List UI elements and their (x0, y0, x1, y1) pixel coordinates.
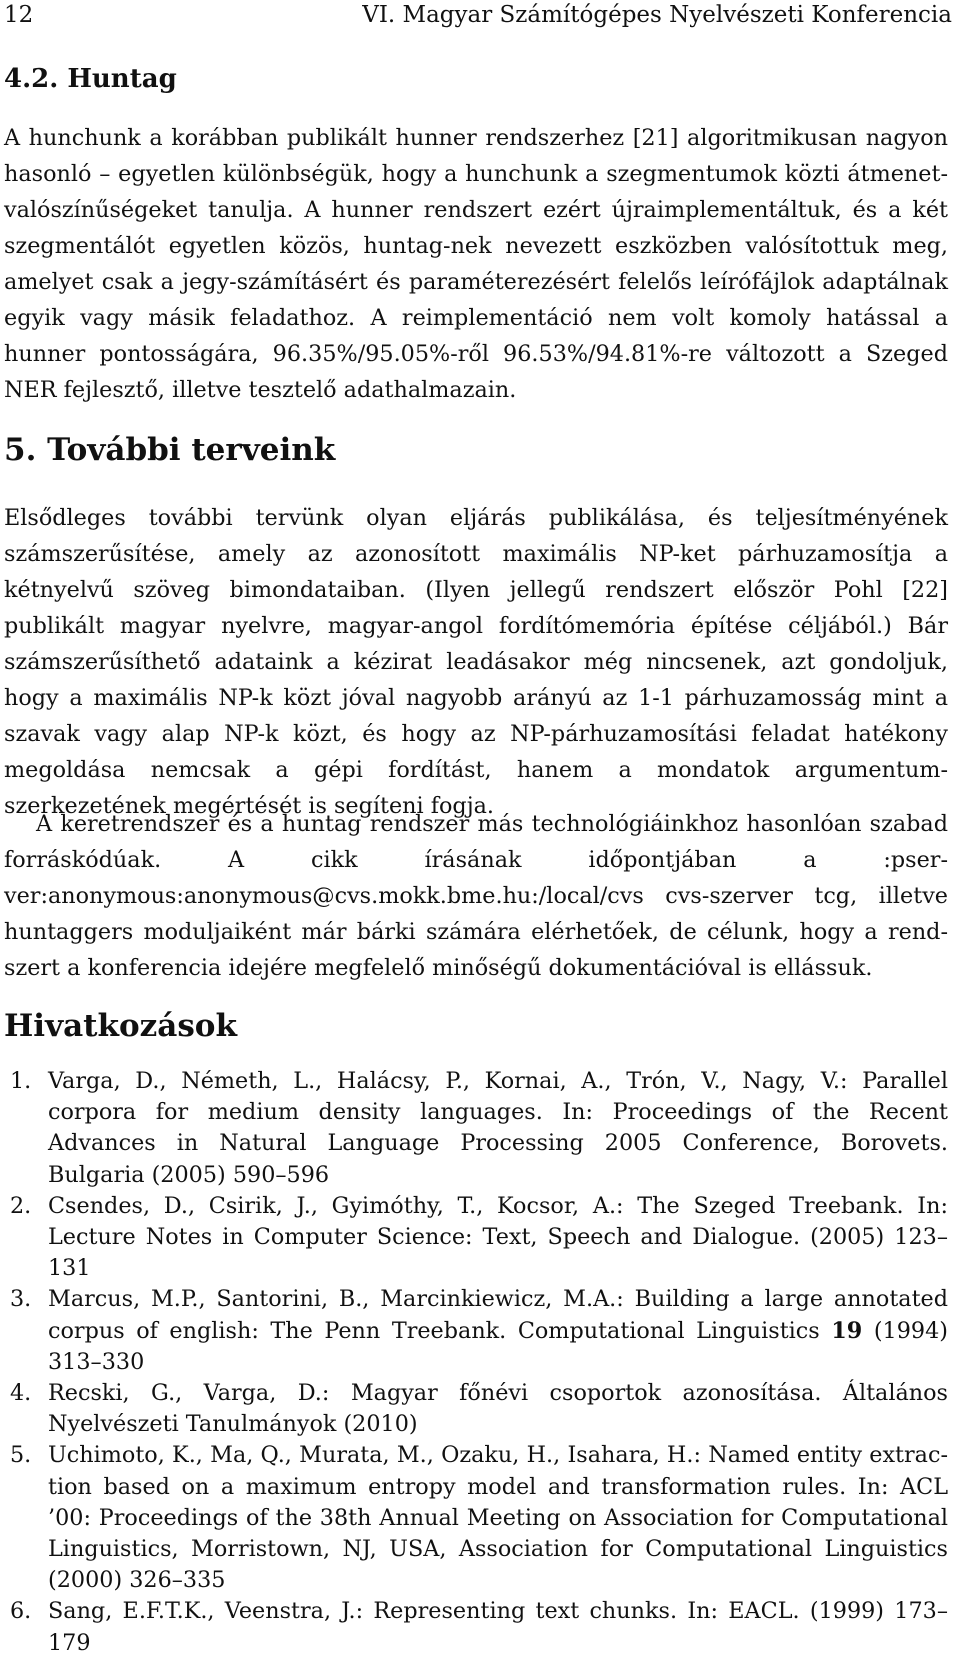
reference-item (4, 1596, 948, 1658)
reference-number: 5. (10, 1442, 32, 1469)
reference-number: 1. (10, 1068, 32, 1094)
paragraph-huntag: A hunchunk a korábban publikált hunner rendszerhez [21] algoritmikusan nagyon hasonló – egyetlen különbségük, hogy a hunchunk a szegmentumok közti átmenet-valószínűségeket tanulja. A hunner rendszert ezért újraimplementáltuk, és a két szegmentálót egyetlen közös, huntag-nek nevezett eszközben valósítottuk meg, amelyet csak a jegy-számításért és paraméterezésért felelős leírófájlok adaptálnak egyik vagy másik feladathoz. A reimplementáció nem volt komoly hatással a hunner pontosságára, 96.35%/95.05%-ről 96.53%/94.81%-re változott a Szeged NER fejlesztő, illetve tesztelő adathalmazain. (4, 125, 948, 403)
section-title-references: Hivatkozások (4, 1008, 237, 1044)
page-number: 12 (4, 2, 34, 28)
reference-number: 3. (10, 1286, 32, 1313)
reference-text: Marcus, M.P., Santorini, B., Marcinkiewicz, M.A.: Building a large annotated corpus of english: The Penn Treebank. Computational Linguistics (48, 1286, 948, 1344)
reference-item (4, 1440, 948, 1596)
running-title: VI. Magyar Számítógépes Nyelvészeti Konferencia (362, 2, 952, 28)
reference-text: Uchimoto, K., Ma, Q., Murata, M., Ozaku, H., Isahara, H.: Named entity extraction based on a maximum entropy model and transformation rules. In: ACL ’00: Proceedings of the 38th Annual Meeting on Association for Computational Linguistics, Morristown, NJ, USA, Association for Computational Linguistics (2000) 326–335 (48, 1442, 948, 1594)
reference-number: 4. (10, 1380, 32, 1407)
paragraph-plans-2: A keretrendszer és a huntag rendszer más technológiáinkhoz hasonlóan szabad forráskódúak. A cikk írásának időpontjában a :pserver:anonymous:anonymous@cvs.mokk.bme.hu:/local/cvs cvs-szerver tcg, illetve huntaggers moduljaiként már bárki számára elérhetőek, de célunk, hogy a rendszert a konferencia idejére megfelelő minőségű dokumentációval is ellássuk. (4, 811, 948, 981)
paragraph-plans-1: Elsődleges további tervünk olyan eljárás publikálása, és teljesítményének számszerűsítése, amely az azonosított maximális NP-ket párhuzamosítja a kétnyelvű szöveg bimondataiban. (Ilyen jellegű rendszert először Pohl [22] publikált magyar nyelvre, magyar-angol fordítómemória építése céljából.) Bár számszerűsíthető adataink a kézirat leadásakor még nincsenek, azt gondoljuk, hogy a maximális NP-k közt jóval nagyobb arányú az 1-1 párhuzamosság mint a szavak vagy alap NP-k közt, és hogy az NP-párhuzamosítási feladat hatékony megoldása nemcsak a gépi fordítást, hanem a mondatok argumentumszerkezetének megértését is segíteni fogja. (4, 505, 948, 819)
section-title-plans: 5. További terveink (4, 432, 336, 468)
reference-item (4, 1378, 948, 1440)
reference-text: Csendes, D., Csirik, J., Gyimóthy, T., Kocsor, A.: The Szeged Treebank. In: Lecture Notes in Computer Science: Text, Speech and Dialogue. (2005) 123–131 (48, 1192, 948, 1282)
reference-number: 2. (10, 1192, 32, 1219)
reference-number: 6. (10, 1598, 32, 1625)
reference-volume: 19 (831, 1317, 863, 1344)
reference-item (4, 1191, 948, 1285)
reference-text-end: (1994) 313–330 (48, 1317, 948, 1375)
reference-text: Sang, E.F.T.K., Veenstra, J.: Representing text chunks. In: EACL. (1999) 173–179 (48, 1598, 948, 1656)
page-header (4, 0, 952, 34)
reference-text: Recski, G., Varga, D.: Magyar főnévi csoportok azonosítása. Általános Nyelvészeti Tanulmányok (2010) (48, 1380, 948, 1438)
reference-text: Varga, D., Németh, L., Halácsy, P., Kornai, A., Trón, V., Nagy, V.: Parallel corpora for medium density languages. In: Proceedings of the Recent Advances in Natural Language Processing 2005 Conference, Borovets. Bulgaria (2005) 590–596 (48, 1068, 948, 1188)
reference-item (4, 1284, 948, 1378)
section-title-huntag: 4.2. Huntag (4, 64, 177, 94)
reference-item (4, 1066, 948, 1191)
reference-list (4, 1066, 948, 1659)
